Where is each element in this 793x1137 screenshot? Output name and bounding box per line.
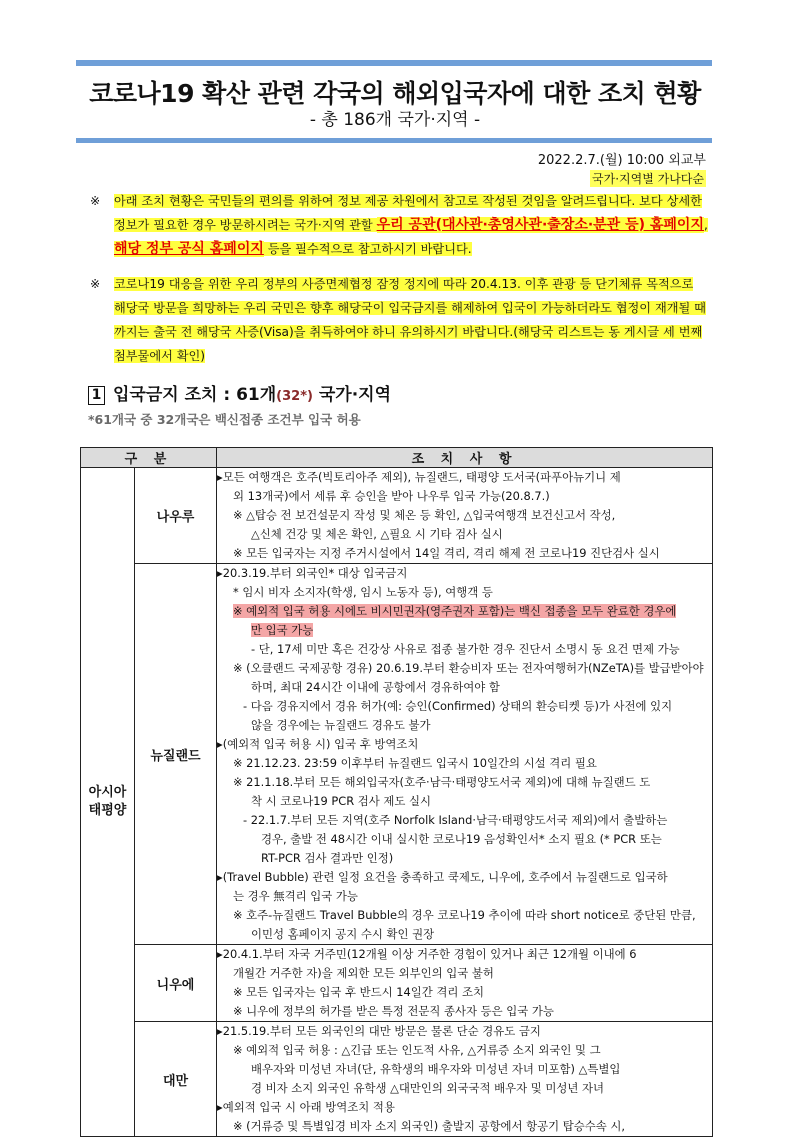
- measure-line-highlight: [217, 621, 712, 640]
- page-title: 코로나19 확산 관련 각국의 해외입국자에 대한 조치 현황: [89, 79, 701, 108]
- section-count-vaccinated: (32*): [276, 389, 313, 404]
- measure-line: ※ (오클랜드 국제공항 경유) 20.6.19.부터 환승비자 또는 전자여행허가(NZeTA)를 발급받아야: [233, 661, 704, 675]
- gov-homepage-emphasis: 해당 정부 공식 홈페이지: [114, 241, 264, 257]
- notice-reference: [90, 189, 708, 265]
- table-row: [81, 945, 713, 1022]
- region-label-line: 아시아: [88, 785, 127, 800]
- header-category: 구 분: [81, 448, 217, 468]
- measure-line: ※ △탑승 전 보건설문지 작성 및 체온 등 확인, △입국여행객 보건신고서 작성,: [233, 508, 616, 522]
- section-title-tail: 국가·지역: [312, 385, 392, 405]
- section-subtitle: *61개국 중 32개국은 백신접종 조건부 입국 허용: [88, 412, 361, 427]
- measures-cell: [217, 1022, 713, 1137]
- country-name: 대만: [135, 1022, 217, 1137]
- note-mark: ※: [90, 194, 101, 208]
- section-number: 1: [88, 386, 105, 405]
- measure-line: ▸예외적 입국 시 아래 방역조치 적용: [217, 1100, 395, 1114]
- measure-line: ※ 모든 입국자는 지정 주거시설에서 14일 격리, 격리 해제 전 코로나19 진단검사 실시: [233, 546, 660, 560]
- measure-line: RT-PCR 검사 결과만 인정): [261, 851, 394, 865]
- notice-text-part1: 아래 조치 현황은 국민들의 편의를 위하여 정보 제공 차원에서 참고로 작성된 것임을 알려드립니다. 보다 상세한 정보가 필요한 경우 방문하시려는 국가·지역 관할: [114, 194, 702, 232]
- measures-table: [80, 447, 713, 1137]
- table-header-row: [81, 448, 713, 468]
- measure-line: 이민성 홈페이지 공지 수시 확인 권장: [251, 927, 435, 941]
- note-mark: ※: [90, 277, 101, 291]
- notice-visa-text: [114, 272, 708, 368]
- measure-line: 외 13개국)에서 세류 후 승인을 받아 나우루 입국 가능(20.8.7.): [233, 489, 550, 503]
- section-heading: [88, 380, 391, 405]
- measure-line: ※ 호주-뉴질랜드 Travel Bubble의 경우 코로나19 추이에 따라 short notice로 중단된 만큼,: [233, 908, 696, 922]
- measures-cell: [217, 468, 713, 564]
- measures-cell: [217, 564, 713, 945]
- measure-line: 배우자와 미성년 자녀(단, 유학생의 배우자와 미성년 자녀 미포함) △특별입: [251, 1062, 621, 1076]
- header-measures: 조 치 사 항: [217, 448, 713, 468]
- measure-line: 않을 경우에는 뉴질랜드 경유도 불가: [251, 718, 431, 732]
- embassy-homepage-emphasis: 우리 공관(대사관·총영사관·출장소·분관 등) 홈페이지: [376, 217, 704, 233]
- measure-line: ▸20.3.19.부터 외국인* 대상 입국금지: [217, 566, 408, 580]
- region-label-line: 태평양: [88, 803, 127, 818]
- title-bottom-rule: [76, 138, 712, 143]
- measure-line: ※ 예외적 입국 허용 : △긴급 또는 인도적 사유, △거류증 소지 외국인 및 그: [233, 1043, 601, 1057]
- measure-line: * 임시 비자 소지자(학생, 임시 노동자 등), 여행객 등: [233, 585, 493, 599]
- measure-line: ▸(예외적 입국 허용 시) 입국 후 방역조치: [217, 737, 419, 751]
- measure-line: ※ (거류증 및 특별입경 비자 소지 외국인) 출발지 공항에서 항공기 탑승수속 시,: [233, 1119, 625, 1133]
- notice-text-part2: ,: [703, 218, 708, 232]
- measure-line: 경 비자 소지 외국인 유학생 △대만인의 외국국적 배우자 및 미성년 자녀: [251, 1081, 605, 1095]
- country-name: 나우루: [135, 468, 217, 564]
- notice-text-part3: 등을 필수적으로 참고하시기 바랍니다.: [263, 242, 472, 256]
- measure-line-highlight: [217, 602, 712, 621]
- country-name: 니우에: [135, 945, 217, 1022]
- measures-cell: [217, 945, 713, 1022]
- measure-line: ▸(Travel Bubble) 관련 일정 요건을 충족하고 쿡제도, 니우에, 호주에서 뉴질랜드로 입국하: [217, 870, 668, 884]
- measure-line: ▸20.4.1.부터 자국 거주민(12개월 이상 거주한 경험이 있거나 최근 12개월 이내에 6: [217, 947, 637, 961]
- vaccination-requirement-highlight: ※ 예외적 입국 허용 시에도 비시민권자(영주권자 포함)는 백신 접종을 모두 완료한 경우에: [233, 604, 677, 618]
- measure-line: 착 시 코로나19 PCR 검사 제도 실시: [251, 794, 431, 808]
- vaccination-requirement-highlight: 만 입국 가능: [251, 623, 314, 637]
- issue-date: 2022.2.7.(월) 10:00 외교부: [537, 153, 706, 168]
- measure-line: - 22.1.7.부터 모든 지역(호주 Norfolk Island·남극·태평양도서국 제외)에서 출발하는: [243, 813, 668, 827]
- measure-line: 경우, 출발 전 48시간 이내 실시한 코로나19 음성확인서* 소지 필요 (* PCR 또는: [261, 832, 662, 846]
- measure-line: 는 경우 無격리 입국 가능: [233, 889, 358, 903]
- measure-line: ※ 21.1.18.부터 모든 해외입국자(호주·남극·태평양도서국 제외)에 대해 뉴질랜드 도: [233, 775, 651, 789]
- table-row: [81, 564, 713, 945]
- measure-line: ▸모든 여행객은 호주(빅토리아주 제외), 뉴질랜드, 태평양 도서국(파푸아뉴기니 제: [217, 470, 621, 484]
- measure-line: - 다음 경유지에서 경유 허가(예: 승인(Confirmed) 상태의 환승티켓 등)가 사전에 있지: [243, 699, 673, 713]
- measure-line: ※ 21.12.23. 23:59 이후부터 뉴질랜드 입국시 10일간의 시설 격리 필요: [233, 756, 597, 770]
- notice-reference-text: [114, 189, 708, 261]
- notice-visa-body: 코로나19 대응을 위한 우리 정부의 사증면제협정 잠정 정지에 따라 20.4.13. 이후 관광 등 단기체류 목적으로 해당국 방문을 희망하는 우리 국민은 향후 해당국이 입국금지를 해제하여 입국이 가능하더라도 협정이 재개될 때까지는 출국 전 해당국 사증(Visa)을 취득하여야 하니 유의하시기 바랍니다.(해당국 리스트는 동 게시글 세 번째 첨부물에서 확인): [114, 277, 706, 363]
- measure-line: 개월간 거주한 자)을 제외한 모든 외부인의 입국 불허: [233, 966, 494, 980]
- measure-line: ▸21.5.19.부터 모든 외국인의 대만 방문은 물론 단순 경유도 금지: [217, 1024, 541, 1038]
- sort-order-note: 국가·지역별 가나다순: [592, 172, 704, 186]
- section-title: 입국금지 조치 : 61개: [113, 385, 277, 405]
- country-name: 뉴질랜드: [135, 564, 217, 945]
- notice-visa: [90, 272, 708, 368]
- page-subtitle: - 총 186개 국가·지역 -: [309, 110, 481, 130]
- table-row: [81, 1022, 713, 1137]
- measure-line: 하며, 최대 24시간 이내에 공항에서 경유하여야 함: [251, 680, 500, 694]
- measure-line: △신체 건강 및 체온 확인, △필요 시 기타 검사 실시: [251, 527, 503, 541]
- title-top-rule: [76, 60, 712, 66]
- measure-line: ※ 니우에 정부의 허가를 받은 특정 전문직 종사자 등은 입국 가능: [233, 1004, 554, 1018]
- table-row: [81, 468, 713, 564]
- region-cell: [81, 468, 135, 1137]
- measure-line: - 단, 17세 미만 혹은 건강상 사유로 접종 불가한 경우 진단서 소명시 동 요건 면제 가능: [251, 642, 680, 656]
- measure-line: ※ 모든 입국자는 입국 후 반드시 14일간 격리 조치: [233, 985, 485, 999]
